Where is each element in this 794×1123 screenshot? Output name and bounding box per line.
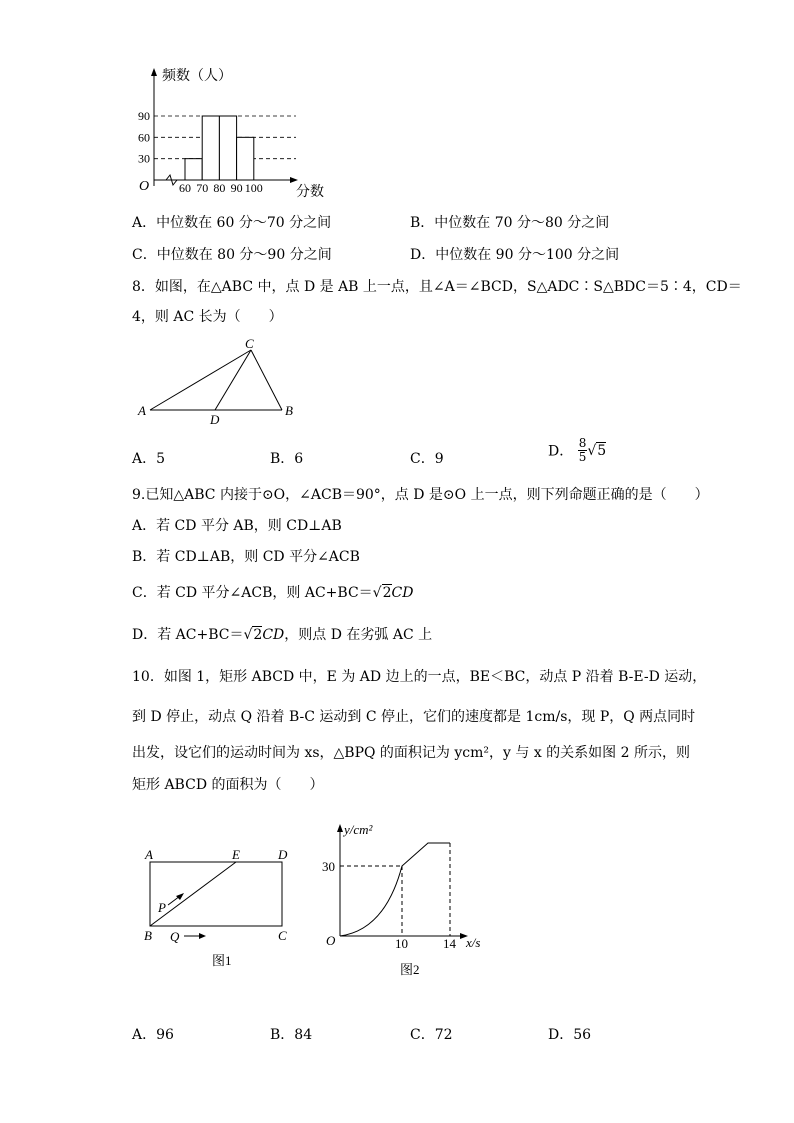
- q10-stem-line4: 矩形 ABCD 的面积为（ ）: [132, 777, 324, 793]
- fig1-label-q: Q: [170, 929, 180, 944]
- q8-stem-line2: 4，则 AC 长为（ ）: [132, 309, 283, 325]
- fig2-xlabel: x/s: [466, 935, 481, 950]
- fig2-y-tick: 30: [322, 859, 335, 874]
- q8-option-d-prefix: D．: [548, 443, 574, 460]
- hist-origin: O: [139, 179, 150, 194]
- q7-option-a[interactable]: A．中位数在 60 分～70 分之间: [132, 215, 332, 231]
- q10-option-c[interactable]: C．72: [410, 1027, 453, 1043]
- fig1-label-p: P: [158, 900, 166, 915]
- q10-stem-line2: 到 D 停止，动点 Q 沿着 B-C 运动到 C 停止，它们的速度都是 1cm/s，现 P，Q 两点同时: [132, 709, 696, 725]
- hist-x-tick: 60: [179, 181, 191, 195]
- hist-ylabel: 频数（人）: [162, 69, 232, 84]
- fig1-label-a: A: [145, 847, 153, 862]
- q8-option-d-sqrt: √5: [587, 443, 607, 459]
- q10-stem-line1: 10．如图 1，矩形 ABCD 中，E 为 AD 边上的一点，BE＜BC，动点 P 沿着 B-E-D 运动，: [132, 669, 707, 685]
- q10-option-a[interactable]: A．96: [132, 1027, 174, 1043]
- fig1-label-e: E: [232, 847, 240, 862]
- fig1-label-c: C: [278, 928, 287, 943]
- q8-option-a[interactable]: A．5: [132, 451, 166, 467]
- q8-label-b: B: [285, 403, 293, 418]
- q10-stem-line3: 出发，设它们的运动时间为 xs，△BPQ 的面积记为 ycm²，y 与 x 的关系如图 2 所示，则: [132, 745, 690, 761]
- fig1-caption: 图1: [212, 953, 232, 968]
- q8-label-a: A: [138, 403, 146, 418]
- q9-option-c-prefix: C．若 CD 平分∠ACB，则 AC+BC＝: [132, 585, 373, 601]
- q9-option-d-sqrt: √2: [243, 627, 263, 643]
- fig2-curve: [340, 843, 450, 936]
- hist-y-tick: 90: [138, 109, 150, 123]
- fig1-label-d: D: [278, 847, 288, 862]
- q8-option-d-den: 5: [578, 450, 587, 464]
- fig1-label-b: B: [144, 928, 152, 943]
- q9-option-c-suffix: CD: [391, 585, 414, 601]
- q10-option-d[interactable]: D．56: [548, 1027, 592, 1043]
- q7-option-d[interactable]: D．中位数在 90 分～100 分之间: [410, 247, 620, 263]
- q7-option-b[interactable]: B．中位数在 70 分～80 分之间: [410, 215, 610, 231]
- fig2-origin: O: [326, 933, 336, 948]
- q9-option-a[interactable]: A．若 CD 平分 AB，则 CD⊥AB: [132, 518, 342, 534]
- q9-stem: 9.已知△ABC 内接于⊙O，∠ACB＝90°，点 D 是⊙O 上一点，则下列命题正确的是（ ）: [132, 487, 709, 503]
- fig2-x-tick-14: 14: [443, 936, 456, 951]
- hist-x-tick: 90: [230, 181, 243, 195]
- hist-xlabel: 分数: [296, 185, 324, 200]
- hist-x-tick: 80: [213, 181, 226, 195]
- q10-option-b[interactable]: B．84: [270, 1027, 313, 1043]
- q8-option-c[interactable]: C．9: [410, 451, 444, 467]
- q8-option-d-num: 8: [578, 436, 587, 450]
- q8-label-c: C: [245, 336, 254, 351]
- q9-option-d-prefix: D．若 AC+BC＝: [132, 627, 244, 643]
- hist-x-tick: 100: [244, 181, 263, 195]
- hist-y-tick: 30: [138, 151, 150, 166]
- fig2-caption: 图2: [400, 962, 420, 977]
- q9-option-d-suffix: ，则点 D 在劣弧 AC 上: [284, 627, 433, 643]
- fig2-ylabel: y/cm²: [344, 822, 373, 837]
- fig2-x-tick-10: 10: [395, 936, 408, 951]
- q9-option-b[interactable]: B．若 CD⊥AB，则 CD 平分∠ACB: [132, 549, 360, 565]
- hist-x-tick: 70: [196, 181, 209, 195]
- q9-option-c-sqrt: √2: [372, 585, 392, 601]
- q7-option-c[interactable]: C．中位数在 80 分～90 分之间: [132, 247, 332, 263]
- hist-y-tick: 60: [138, 130, 150, 145]
- q9-option-d-mid: CD: [262, 627, 285, 643]
- q8-option-b[interactable]: B．6: [270, 451, 304, 467]
- q8-label-d: D: [210, 412, 220, 427]
- q8-stem-line1: 8．如图，在△ABC 中，点 D 是 AB 上一点，且∠A＝∠BCD，S△ADC∶S△BDC＝5∶4，CD＝: [132, 279, 742, 295]
